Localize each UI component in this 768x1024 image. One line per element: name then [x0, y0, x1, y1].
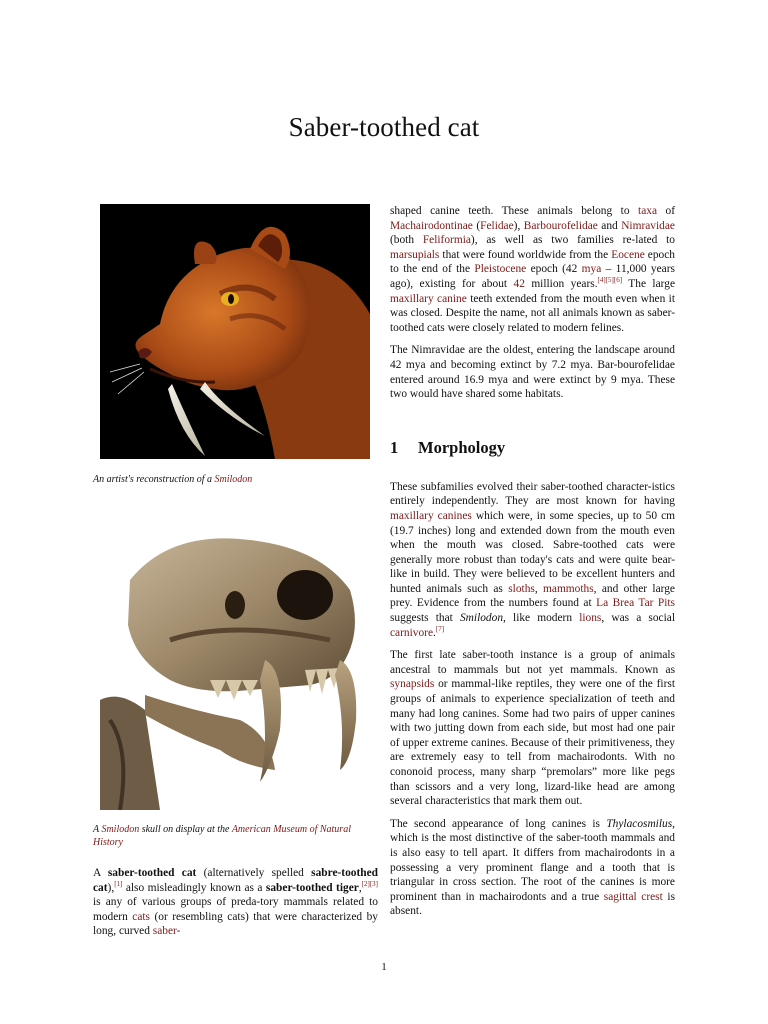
link-barbourofelidae[interactable]: Barbourofelidae	[523, 219, 598, 232]
link-eocene[interactable]: Eocene	[611, 248, 645, 261]
right-column	[390, 204, 675, 927]
caption-link-smilodon[interactable]: Smilodon	[214, 474, 253, 485]
link-carnivore[interactable]: carnivore	[390, 626, 434, 639]
caption-link-smilodon-2[interactable]: Smilodon	[101, 824, 140, 835]
page-number: 1	[381, 961, 387, 973]
term-saber-toothed-tiger: saber-toothed tiger	[265, 881, 359, 894]
link-machairodontinae[interactable]: Machairodontinae	[390, 219, 473, 232]
link-feliformia[interactable]: Feliformia	[422, 234, 471, 247]
term-smilodon: Smilodon	[459, 612, 504, 625]
ref-1[interactable]: [1]	[114, 879, 123, 888]
link-cats[interactable]: cats	[132, 910, 150, 923]
link-sagittal-crest[interactable]: sagittal crest	[603, 890, 663, 903]
smilodon-skull-image	[100, 520, 370, 810]
morphology-paragraph-2: The first late saber-tooth instance is a group of animals ancestral to mammals but not yet mammals. Known as synapsids or mammal-like reptiles, they were one of the first groups of animals to experience specialization of teeth and many had long canines. Some had two pairs of upper canines with two jutting down from each side, but most had one pair of upper extreme canines. Because of their primitiveness, they are extremely easy to tell from machairodonts. With no cononoid process, many sharp “premolars” more like pegs than scissors and a very long, lizard-like head are among several characteristics that mark them out.	[390, 649, 675, 808]
link-42[interactable]: 42	[513, 277, 525, 290]
caption-link-amnh[interactable]: American Museum of Natural History	[93, 824, 351, 848]
figure-caption-1: An artist's reconstruction of a Smilodon	[93, 474, 253, 485]
link-felidae[interactable]: Felidae	[480, 219, 514, 232]
link-taxa[interactable]: taxa	[638, 205, 658, 217]
morphology-paragraph-3: The second appearance of long canines is Thylacosmilus, which is the most distinctive of the saber-tooth mammals and is also easy to tell apart. It differs from machairodonts in a possessing a very prominent flange and a tooth that is triangular in cross section. The root of the canines is more prominent than in machairodonts and a true sagittal crest is absent.	[390, 817, 675, 918]
figure-caption-2: A Smilodon skull on display at the American Museum of Natural History	[93, 824, 351, 848]
link-marsupials[interactable]: marsupials	[390, 248, 440, 261]
link-la-brea-tar-pits[interactable]: La Brea Tar Pits	[596, 597, 675, 610]
link-maxillary-canines[interactable]: maxillary canines	[390, 509, 472, 522]
link-mammoths[interactable]: mammoths	[543, 582, 594, 595]
link-lions[interactable]: lions	[579, 612, 602, 625]
ref-7[interactable]: [7]	[435, 624, 445, 633]
ref-2-3[interactable]: [2][3]	[361, 879, 378, 888]
nimravidae-paragraph: The Nimravidae are the oldest, entering the landscape around 42 mya and becoming extinct by 7.2 mya. Bar-bourofelidae entered around 16.9 mya and were extinct by 9 mya. These two would have shared some habitats.	[390, 344, 675, 401]
intro-paragraph-continued: shaped canine teeth. These animals belong to taxa of Machairodontinae (Felidae), Barbourofelidae and Nimravidae (both Feliformia), as well as two families re-lated to marsupials that were found worldwide from the Eocene epoch to the end of the Pleistocene epoch (42 mya – 11,000 years ago), existing for about 42 million years.[4][5][6] The large maxillary canine teeth extended from the mouth even when it was closed. Despite the name, not all animals known as saber-toothed cats were closely related to modern felines.	[390, 205, 675, 334]
link-nimravidae[interactable]: Nimravidae	[621, 219, 675, 232]
term-sabre-toothed-cat: sabre-toothed cat	[93, 867, 379, 894]
link-sloths[interactable]: sloths	[508, 582, 535, 595]
section-heading-morphology	[390, 438, 675, 458]
page-title: Saber-toothed cat	[288, 112, 480, 142]
term-thylacosmilus: Thylacosmilus	[606, 817, 673, 830]
ref-4-5-6[interactable]: [4][5][6]	[597, 276, 623, 285]
section-number: 1	[390, 437, 399, 457]
smilodon-reconstruction-image	[100, 204, 370, 459]
term-saber-toothed-cat: saber-toothed cat	[107, 867, 197, 879]
intro-paragraph-start: A saber-toothed cat (alternatively spelled sabre-toothed cat),[1] also misleadingly known as a saber-toothed tiger,[2][3] is any of various groups of preda-tory mammals related to modern cats (or resembling cats) that were characterized by long, curved saber-	[93, 867, 379, 938]
section-title: Morphology	[418, 437, 506, 457]
link-mya[interactable]: mya	[581, 263, 602, 276]
link-pleistocene[interactable]: Pleistocene	[474, 263, 527, 276]
link-saber[interactable]: saber-	[152, 925, 181, 938]
link-maxillary-canine[interactable]: maxillary canine	[390, 292, 467, 305]
morphology-paragraph-1: These subfamilies evolved their saber-toothed character-istics entirely independently. They are most known for having maxillary canines which were, in some species, up to 50 cm (19.7 inches) long and extended down from the mouth even when the mouth was closed. Sabre-toothed cats were generally more robust than today's cats and were quite bear-like in build. They were believed to be excellent hunters and hunted animals such as sloths, mammoths, and other large prey. Evidence from the numbers found at La Brea Tar Pits suggests that Smilodon, like modern lions, was a social carnivore.[7]	[390, 480, 675, 639]
link-synapsids[interactable]: synapsids	[390, 678, 435, 691]
